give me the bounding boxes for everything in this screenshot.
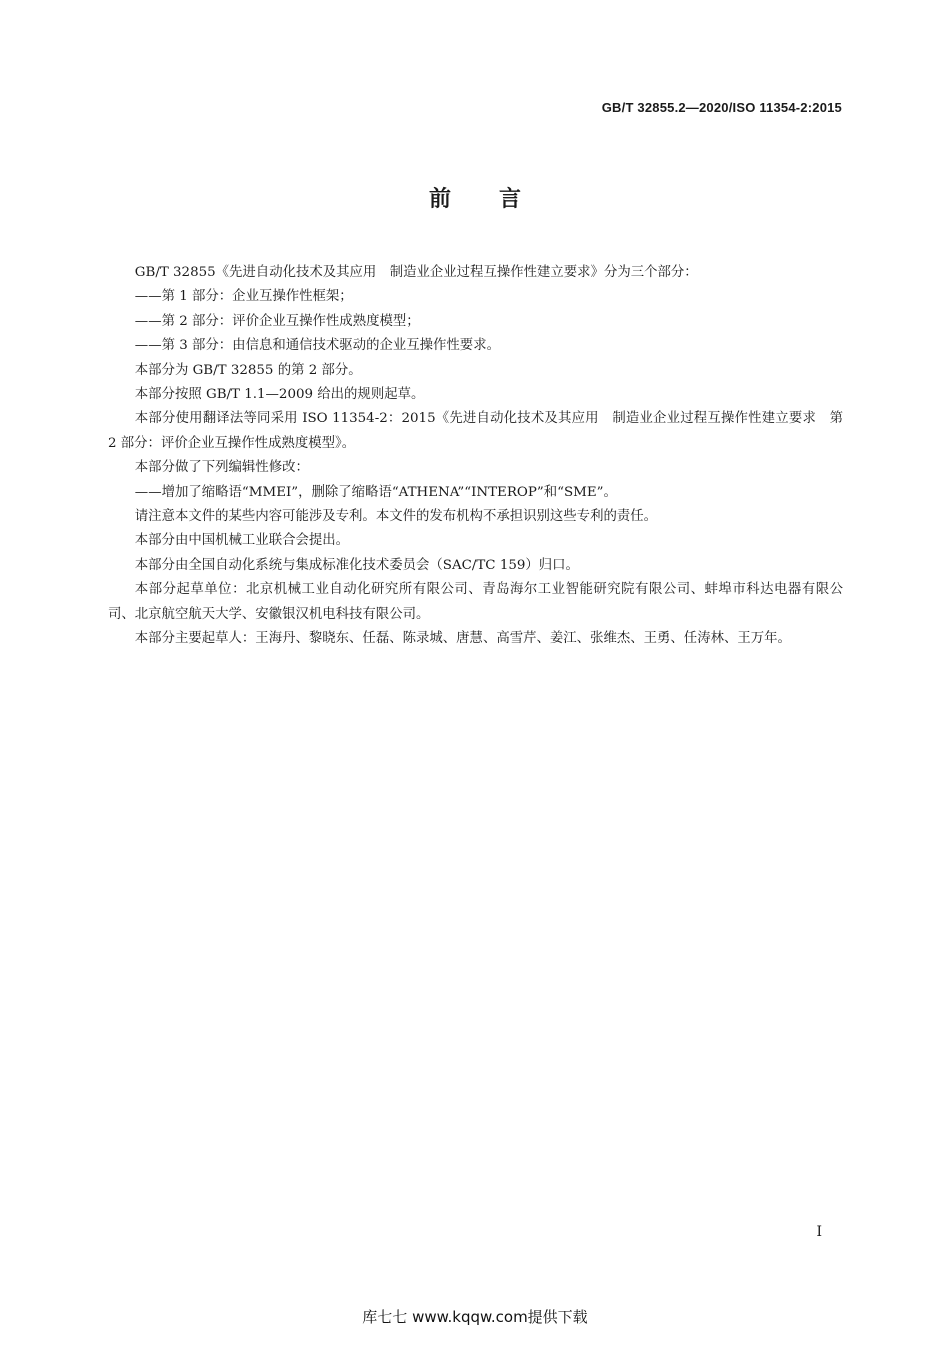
list-item-part-2: ——第 2 部分：评价企业互操作性成熟度模型； [134, 313, 420, 329]
paragraph-proposer: 本部分由中国机械工业联合会提出。 [134, 533, 350, 549]
paragraph-editorial-changes: 本部分做了下列编辑性修改： [134, 460, 309, 476]
list-item-part-3: ——第 3 部分：由信息和通信技术驱动的企业互操作性要求。 [134, 338, 500, 354]
standard-number: GB/T 32855.2—2020/ISO 11354-2:2015 [601, 100, 842, 115]
paragraph-drafters: 本部分主要起草人：王海丹、黎晓东、任磊、陈录城、唐慧、高雪芹、姜江、张维杰、王勇、任涛林、王万年。 [134, 631, 791, 647]
paragraph-drafting-units: 本部分起草单位：北京机械工业自动化研究所有限公司、青岛海尔工业智能研究院有限公司、蚌埠市科达电器有限公司、北京航空航天大学、安徽银汉机电科技有限公司。 [108, 582, 843, 622]
list-item-part-1: ——第 1 部分：企业互操作性框架； [134, 289, 353, 305]
list-item-abbreviations: ——增加了缩略语“MMEI”，删除了缩略语“ATHENA”“INTEROP”和“SME”。 [134, 484, 617, 500]
foreword-body [108, 261, 843, 652]
paragraph-committee: 本部分由全国自动化系统与集成标准化技术委员会（SAC/TC 159）归口。 [134, 557, 579, 573]
page-number: I [816, 1224, 822, 1240]
paragraph-patent-notice: 请注意本文件的某些内容可能涉及专利。本文件的发布机构不承担识别这些专利的责任。 [134, 509, 658, 525]
paragraph-drafting-rules: 本部分按照 GB/T 1.1—2009 给出的规则起草。 [134, 387, 425, 403]
page-title: 前言 [428, 187, 569, 212]
paragraph-this-part: 本部分为 GB/T 32855 的第 2 部分。 [134, 362, 362, 378]
paragraph-adoption: 本部分使用翻译法等同采用 ISO 11354-2：2015《先进自动化技术及其应用 制造业企业过程互操作性建立要求 第 2 部分：评价企业互操作性成熟度模型》。 [108, 411, 843, 451]
download-watermark: 库七七 www.kqqw.com提供下载 [362, 1308, 588, 1326]
paragraph-parts-intro: GB/T 32855《先进自动化技术及其应用 制造业企业过程互操作性建立要求》分为三个部分： [134, 265, 698, 280]
